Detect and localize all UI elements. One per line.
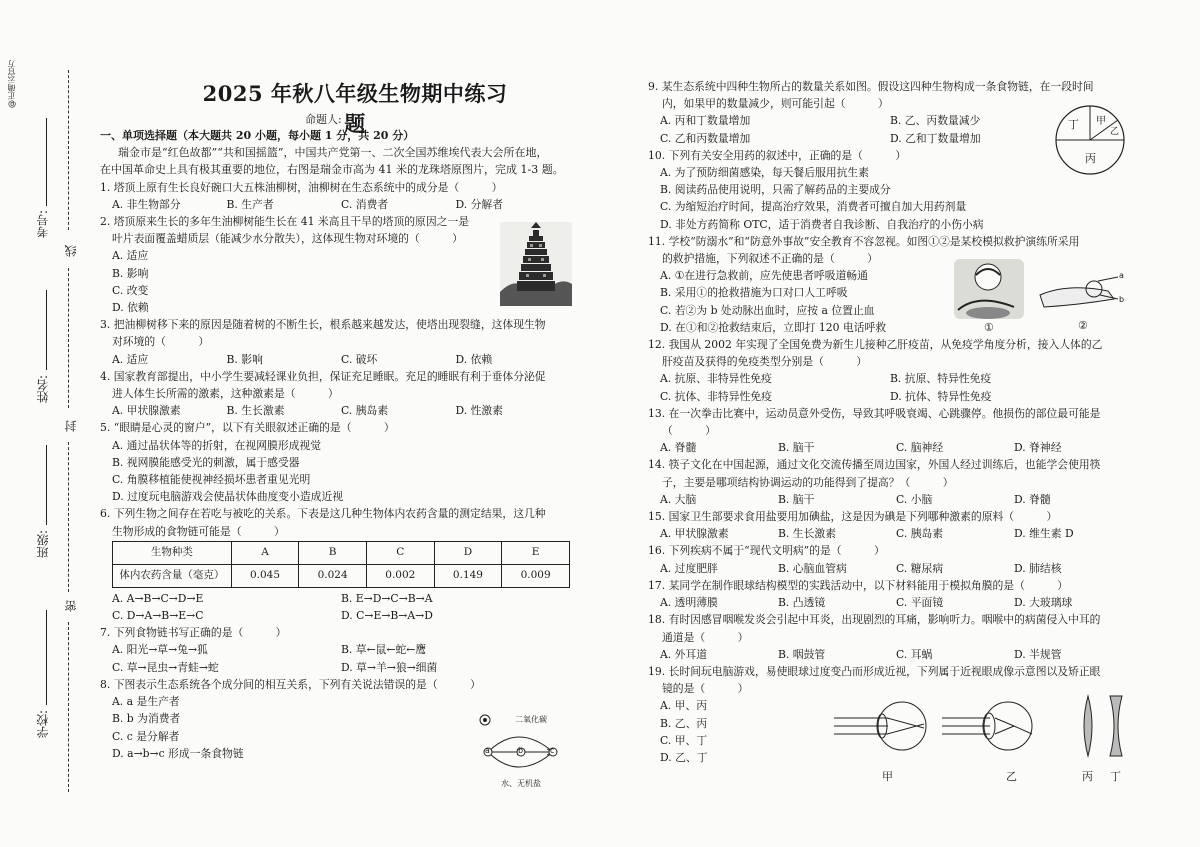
section-heading: 一、单项选择题（本大题共 20 小题，每小题 1 分，共 20 分） [100, 129, 415, 142]
q1-stem: 1. 塔顶上原有生长良好碗口大五株油柳树，油柳树在生态系统中的成分是（ ） [100, 180, 503, 194]
q12-option-c[interactable]: C. 抗体、非特异性免疫 [660, 389, 772, 403]
q4-stem-2: 进人体生长所需的激素，这种激素是（ ） [112, 387, 339, 401]
lens-label-ding: 丁 [1110, 770, 1121, 783]
q8-stem: 8. 下图表示生态系统各个成分间的相互关系，下列有关说法错误的是（ ） [100, 677, 481, 691]
side-note: @正确云官方 [7, 60, 16, 108]
q4-option-d[interactable]: D. 性激素 [455, 404, 504, 418]
q13-options [648, 439, 1193, 456]
q1-option-a[interactable]: A. 非生物部分 [112, 197, 181, 211]
name-label: 姓名: [36, 375, 50, 404]
pagoda-image [500, 222, 572, 306]
q10-option-c[interactable]: C. 为缩短治疗时间，提高治疗效果，消费者可擅自加大用药剂量 [660, 200, 967, 214]
q6-option-c[interactable]: C. D→A→B→E→C [112, 609, 204, 623]
q18-options [648, 646, 1193, 663]
q10-stem: 10. 下列有关安全用药的叙述中，正确的是（ ） [648, 148, 907, 162]
q7-option-a[interactable]: A. 阳光→草→兔→狐 [112, 643, 208, 657]
table-cell: 体内农药含量（毫克） [113, 564, 232, 587]
q9-stem-2: 内，如果甲的数量减少，则可能引起（ ） [662, 97, 889, 111]
q11-option-b[interactable]: B. 采用①的抢救措施为口对口人工呼吸 [660, 286, 848, 300]
q9-option-b[interactable]: B. 乙、丙数量减少 [890, 114, 981, 128]
q10-option-a[interactable]: A. 为了预防细菌感染，每天餐后服用抗生素 [660, 166, 870, 180]
q13-stem-1: 13. 在一次拳击比赛中，运动员意外受伤，导致其呼吸衰竭、心跳骤停。他损伤的部位最可能是 [648, 406, 1101, 420]
q13-option-a[interactable]: A. 脊髓 [660, 441, 697, 455]
q11-stem-2: 的救护措施，下列叙述不正确的是（ ） [662, 252, 878, 266]
q2-option-a[interactable]: A. 适应 [112, 249, 149, 263]
q18-option-d[interactable]: D. 半规管 [1014, 647, 1062, 661]
q1-option-b[interactable]: B. 生产者 [226, 197, 274, 211]
diagram-label-co2: 二氧化碳 [515, 715, 547, 724]
q6-option-d[interactable]: D. C→E→B→A→D [341, 609, 433, 623]
lens-convex-bing [1084, 696, 1092, 756]
fig-label-2: ② [1078, 319, 1088, 332]
population-pie-diagram [1054, 104, 1126, 176]
q15-option-d[interactable]: D. 维生素 D [1014, 527, 1074, 541]
table-header-cell: E [502, 541, 570, 564]
q15-option-b[interactable]: B. 生长激素 [778, 527, 836, 541]
school-label: 学校: [36, 710, 50, 739]
exam-no-line [46, 118, 47, 206]
q7-options-row1 [100, 641, 570, 658]
seal-line-bottom [68, 622, 69, 792]
q13-option-d[interactable]: D. 脊神经 [1014, 441, 1062, 455]
fig-label-b: b [1119, 295, 1125, 304]
table-cell: 0.024 [299, 564, 367, 587]
q14-option-a[interactable]: A. 大脑 [660, 492, 697, 506]
q17-options [648, 594, 1193, 611]
diagram-label-c: c [550, 746, 555, 755]
q19-option-c[interactable]: C. 甲、丁 [660, 733, 708, 747]
q16-option-a[interactable]: A. 过度肥胖 [660, 561, 718, 575]
table-header-row [113, 541, 570, 564]
q6-option-a[interactable]: A. A→B→C→D→E [112, 591, 204, 605]
q6-stem-2: 生物形成的食物链可能是（ ） [112, 524, 285, 538]
q16-option-c[interactable]: C. 糖尿病 [896, 561, 944, 575]
q12-option-a[interactable]: A. 抗原、非特异性免疫 [660, 372, 772, 386]
q14-options [648, 491, 1193, 508]
q11-option-a[interactable]: A. ①在进行急救前，应先使患者呼吸道畅通 [660, 269, 868, 283]
q14-stem-2: 子，主要是哪项结构协调运动的功能得到了提高？（ ） [662, 475, 954, 489]
pie-label-jia: 甲 [1096, 116, 1106, 127]
q7-option-c[interactable]: C. 草→昆虫→青蛙→蛇 [112, 660, 219, 674]
seal-text-secret: 密 [64, 600, 78, 612]
q12-options-row2 [648, 388, 1193, 405]
q8-option-d[interactable]: D. a→b→c 形成一条食物链 [112, 746, 244, 760]
table-cell: 0.009 [502, 564, 570, 587]
seal-line-mid1 [68, 268, 69, 408]
q8-option-c[interactable]: C. c 是分解者 [112, 729, 180, 743]
table-header-cell: 生物种类 [113, 541, 232, 564]
q18-stem-2: 通道是（ ） [662, 630, 749, 644]
q11-option-c[interactable]: C. 若②为 b 处动脉出血时，应按 a 位置止血 [660, 303, 875, 317]
q7-option-b[interactable]: B. 草←鼠←蛇←鹰 [341, 643, 427, 657]
q3-option-d[interactable]: D. 依赖 [455, 352, 493, 366]
fig-label-a: a [1119, 271, 1124, 280]
q12-option-d[interactable]: D. 抗体、特异性免疫 [890, 389, 992, 403]
q3-stem-1: 3. 把油柳树移下来的原因是随着树的不断生长，根系越来越发达，使塔出现裂缝，这体现生物 [100, 318, 546, 332]
q9-option-c[interactable]: C. 乙和丙数量增加 [660, 131, 751, 145]
q17-option-b[interactable]: B. 凸透镜 [778, 596, 826, 610]
exam-title: 2025 年秋八年级生物期中练习题 [202, 81, 508, 136]
eye-diagrams [830, 692, 1130, 784]
q10-option-d[interactable]: D. 非处方药简称 OTC，适于消费者自我诊断、自我治疗的小伤小病 [660, 217, 984, 231]
q5-option-c[interactable]: C. 角膜移植能使视神经损坏患者重见光明 [112, 473, 311, 487]
seal-line-top [68, 70, 69, 230]
q5-stem: 5. “眼睛是心灵的窗户”，以下有关眼叙述正确的是（ ） [100, 421, 395, 435]
q14-option-d[interactable]: D. 脊髓 [1014, 492, 1051, 506]
q10-option-b[interactable]: B. 阅读药品使用说明，只需了解药品的主要成分 [660, 183, 891, 197]
table-header-cell: A [231, 541, 299, 564]
table-cell: 0.045 [231, 564, 299, 587]
q5-option-d[interactable]: D. 过度玩电脑游戏会使晶状体曲度变小造成近视 [112, 490, 344, 504]
lens-concave-ding [1110, 696, 1122, 756]
q13-stem-2: （ ） [662, 424, 716, 438]
q4-stem-1: 4. 国家教育部提出，中小学生要减轻课业负担，保证充足睡眠。充足的睡眠有利于垂体分泌促 [100, 369, 546, 383]
class-label: 班级: [36, 530, 50, 559]
q15-options [648, 525, 1193, 542]
q14-option-c[interactable]: C. 小脑 [896, 492, 933, 506]
q12-option-b[interactable]: B. 抗原、特异性免疫 [890, 372, 992, 386]
q11-stem-1: 11. 学校“防溺水”和“防意外事故”安全教育不容忽视。如图①②是某校模拟救护演练所采用 [648, 234, 1080, 248]
eye-label-jia: 甲 [882, 770, 893, 783]
q14-stem-1: 14. 筷子文化在中国起源，通过文化交流传播至周边国家，外国人经过训练后，也能学会使用筷 [648, 458, 1101, 472]
seal-text-line: 线 [64, 245, 78, 257]
q2-option-d[interactable]: D. 依赖 [112, 301, 149, 315]
q4-option-b[interactable]: B. 生长激素 [226, 404, 285, 418]
q9-option-d[interactable]: D. 乙和丁数量增加 [890, 131, 981, 145]
q18-option-a[interactable]: A. 外耳道 [660, 647, 708, 661]
eye-diagram-yi [942, 702, 1032, 750]
q9-stem-1: 9. 某生态系统中四种生物所占的数量关系如图。假设这四种生物构成一条食物链，在一段时间 [648, 80, 1094, 93]
table-header-cell: C [366, 541, 434, 564]
q12-options-row1 [648, 370, 1193, 387]
pie-label-bing: 丙 [1085, 152, 1096, 165]
q13-option-b[interactable]: B. 脑干 [778, 441, 815, 455]
q18-stem-1: 18. 有时因感冒咽喉发炎会引起中耳炎，出现剧烈的耳痛，影响听力。咽喉中的病菌侵入中耳的 [648, 613, 1101, 627]
q17-stem: 17. 某同学在制作眼球结构模型的实践活动中，以下材料能用于模拟角膜的是（ ） [648, 578, 1069, 592]
q17-option-c[interactable]: C. 平面镜 [896, 596, 944, 610]
q2-option-c[interactable]: C. 改变 [112, 283, 149, 297]
pie-label-yi: 乙 [1110, 127, 1120, 137]
q19-stem-1: 19. 长时间玩电脑游戏，易使眼球过度变凸而形成近视，下列属于近视眼成像示意图以及矫正眼 [648, 664, 1101, 678]
pesticide-table [112, 541, 570, 588]
q19-option-a[interactable]: A. 甲、丙 [660, 699, 708, 713]
exam-no-label: 考号: [36, 210, 50, 239]
q12-stem-2: 肝疫苗及获得的免疫类型分别是（ ） [662, 355, 868, 369]
table-header-cell: D [434, 541, 502, 564]
seal-line-mid2 [68, 442, 69, 592]
q15-stem: 15. 国家卫生部要求食用盐要用加碘盐，这是因为碘是下列哪种激素的原料（ ） [648, 510, 1058, 524]
q3-options [100, 351, 570, 368]
q16-option-b[interactable]: B. 心脑血管病 [778, 561, 847, 575]
table-cell: 0.002 [366, 564, 434, 587]
q4-option-c[interactable]: C. 胰岛素 [341, 404, 389, 418]
fig-label-1: ① [984, 321, 994, 334]
q15-option-c[interactable]: C. 胰岛素 [896, 527, 944, 541]
q16-option-d[interactable]: D. 肺结核 [1014, 561, 1062, 575]
q19-stem-2: 镜的是（ ） [662, 682, 749, 696]
q8-option-b[interactable]: B. b 为消费者 [112, 712, 181, 726]
q2-stem-2: 叶片表面覆盖蜡质层（能减少水分散失），这体现生物对环境的（ ） [112, 232, 463, 246]
q3-stem-2: 对环境的（ ） [112, 335, 210, 349]
q18-option-c[interactable]: C. 耳蜗 [896, 647, 933, 661]
table-header-cell: B [299, 541, 367, 564]
name-line [46, 290, 47, 370]
lens-label-bing: 丙 [1082, 770, 1093, 783]
q5-option-b[interactable]: B. 视网膜能感受光的刺激，属于感受器 [112, 455, 300, 469]
q7-options-row2 [100, 659, 570, 676]
table-row [113, 564, 570, 587]
q1-options [100, 196, 570, 213]
q6-option-b[interactable]: B. E→D→C→B→A [341, 591, 433, 605]
diagram-label-a: a [485, 746, 490, 755]
diagram-label-b: b [518, 746, 524, 755]
diagram-label-water: 水、无机盐 [501, 779, 541, 788]
q16-stem: 16. 下列疾病不属于“现代文明病”的是（ ） [648, 544, 885, 558]
q3-option-a[interactable]: A. 适应 [112, 352, 149, 366]
q17-option-d[interactable]: D. 大玻璃球 [1014, 596, 1073, 610]
q19-option-d[interactable]: D. 乙、丁 [660, 750, 708, 764]
q6-options-row1 [100, 590, 570, 607]
q11-option-d[interactable]: D. 在①和②抢救结束后，立即打 120 电话呼救 [660, 320, 887, 334]
q3-option-b[interactable]: B. 影响 [226, 352, 263, 366]
school-line [46, 610, 47, 705]
q13-option-c[interactable]: C. 脑神经 [896, 441, 944, 455]
q18-option-b[interactable]: B. 咽鼓管 [778, 647, 826, 661]
q4-options [100, 402, 570, 419]
q5-option-a[interactable]: A. 通过晶状体等的折射，在视网膜形成视觉 [112, 438, 322, 452]
q9-option-a[interactable]: A. 丙和丁数量增加 [660, 114, 751, 128]
q4-option-a[interactable]: A. 甲状腺激素 [112, 404, 181, 418]
q17-option-a[interactable]: A. 透明薄膜 [660, 596, 718, 610]
q7-option-d[interactable]: D. 草→羊→狼→细菌 [341, 660, 438, 674]
q2-stem-1: 2. 塔顶原来生长的多年生油柳树能生长在 41 米高且干旱的塔顶的原因之一是 [100, 215, 470, 229]
seal-text-seal: 封 [64, 420, 78, 432]
q1-option-c[interactable]: C. 消费者 [341, 197, 389, 211]
intro-line-2: 在中国革命史上具有极其重要的地位，右图是瑞金市高为 41 米的龙珠塔原图片，完成 1-3 题。 [100, 163, 564, 177]
q1-option-d[interactable]: D. 分解者 [455, 197, 504, 211]
q6-options-row2 [100, 607, 570, 624]
ecosystem-diagram [473, 712, 573, 792]
pie-label-ding: 丁 [1068, 118, 1079, 131]
intro-line-1: 瑞金市是“红色故都”“共和国摇篮”，中国共产党第一、二次全国苏维埃代表大会所在地， [118, 146, 548, 160]
first-aid-figure [948, 255, 1128, 335]
q12-stem-1: 12. 我国从 2002 年实现了全国免费为新生儿接种乙肝疫苗，从免疫学角度分析，接入人体的乙 [648, 338, 1103, 352]
class-line [46, 445, 47, 525]
q7-stem: 7. 下列食物链书写正确的是（ ） [100, 626, 287, 640]
q15-option-a[interactable]: A. 甲状腺激素 [660, 527, 729, 541]
q3-option-c[interactable]: C. 破坏 [341, 352, 378, 366]
author-label: 命题人: [305, 113, 342, 126]
q2-option-b[interactable]: B. 影响 [112, 266, 149, 280]
q14-option-b[interactable]: B. 脑干 [778, 492, 815, 506]
q6-stem-1: 6. 下列生物之间存在若吃与被吃的关系。下表是这几种生物体内农药含量的测定结果，这几种 [100, 507, 546, 521]
table-cell: 0.149 [434, 564, 502, 587]
eye-diagram-jia [834, 702, 926, 750]
q16-options [648, 560, 1193, 577]
right-column [648, 78, 1193, 766]
q8-option-a[interactable]: A. a 是生产者 [112, 695, 180, 709]
q19-option-b[interactable]: B. 乙、丙 [660, 716, 708, 730]
eye-label-yi: 乙 [1006, 770, 1017, 783]
